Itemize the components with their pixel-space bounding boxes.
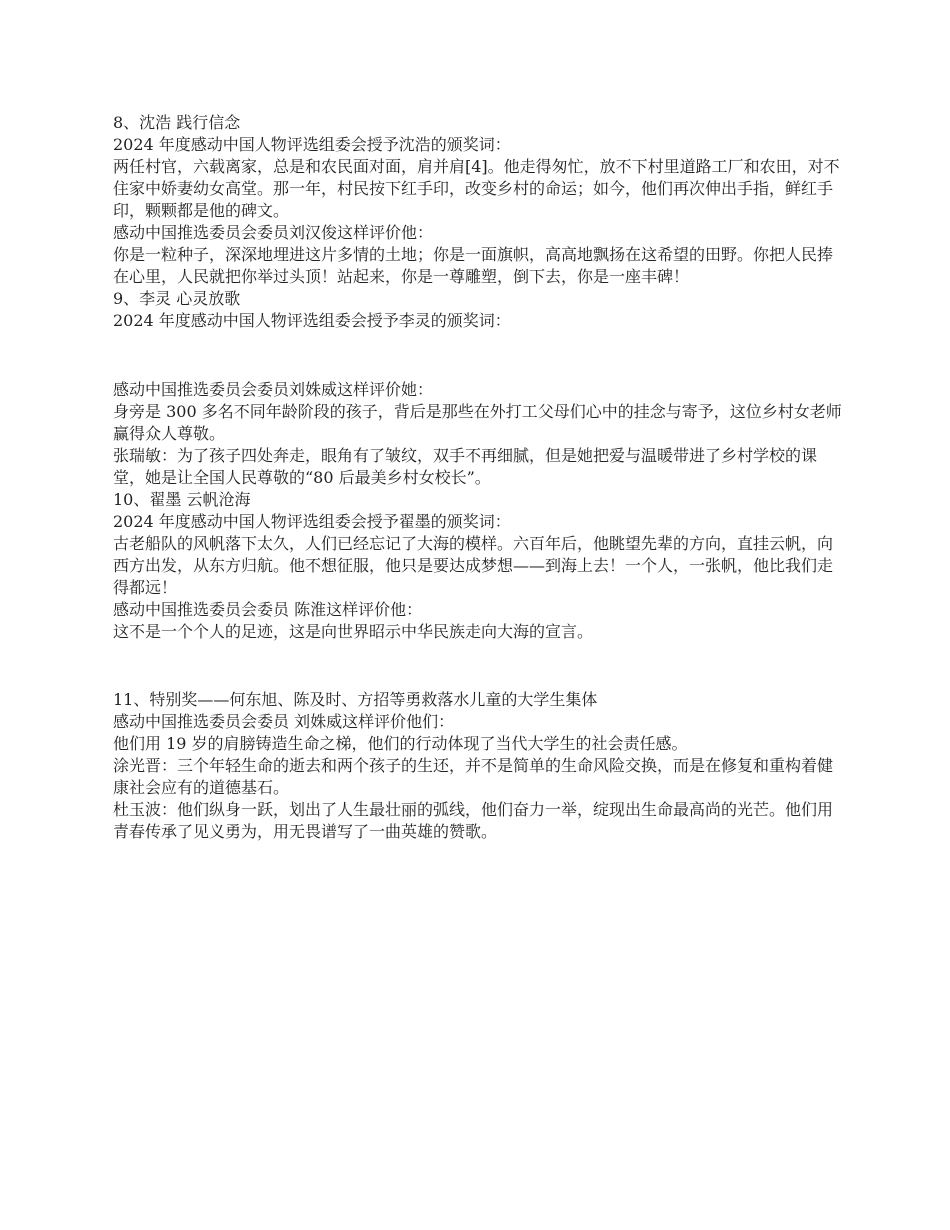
comment-intro-11: 感动中国推选委员会委员 刘姝威这样评价他们： [113,712,455,731]
section-heading-10: 10、翟墨 云帆沧海 [113,490,251,509]
comment-text-9: 身旁是 300 多名不同年龄阶段的孩子，背后是那些在外打工父母们心中的挂念与寄予，这位乡村女老师赢得众人尊敬。 [113,402,842,443]
comment-text-10: 这不是一个个人的足迹，这是向世界昭示中华民族走向大海的宣言。 [113,622,594,641]
blank-award-text-9 [113,332,843,379]
comment-text-11: 他们用 19 岁的肩膀铸造生命之梯，他们的行动体现了当代大学生的社会责任感。 [113,734,688,753]
award-text-10: 古老船队的风帆落下太久，人们已经忘记了大海的模样。六百年后，他眺望先辈的方向，直挂云帆，向西方出发，从东方归航。他不想征服，他只是要达成梦想——到海上去！一个人，一张帆，他比我们走得都远！ [113,534,834,597]
award-intro-9: 2024 年度感动中国人物评选组委会授予李灵的颁奖词： [113,311,511,330]
award-text-8: 两任村官，六载离家，总是和农民面对面，肩并肩[4]。他走得匆忙，放不下村里道路工厂和农田，对不住家中娇妻幼女高堂。那一年，村民按下红手印，改变乡村的命运；如今，他们再次伸出手指，鲜红手印，颗颗都是他的碑文。 [113,157,840,220]
section-heading-8: 8、沈浩 践行信念 [113,113,241,132]
comment-intro-10: 感动中国推选委员会委员 陈淮这样评价他： [113,600,423,619]
comment-intro-8: 感动中国推选委员会委员刘汉俊这样评价他： [113,223,434,242]
document-page [113,112,843,843]
award-intro-10: 2024 年度感动中国人物评选组委会授予翟墨的颁奖词： [113,512,511,531]
extra-text-9: 张瑞敏：为了孩子四处奔走，眼角有了皱纹，双手不再细腻，但是她把爱与温暖带进了乡村学校的课堂，她是让全国人民尊敬的“80 后最美乡村女校长”。 [113,446,818,487]
section-heading-11: 11、特别奖——何东旭、陈及时、方招等勇救落水儿童的大学生集体 [113,690,598,709]
blank-gap-10 [113,643,843,689]
section-heading-9: 9、李灵 心灵放歌 [113,289,241,308]
award-intro-8: 2024 年度感动中国人物评选组委会授予沈浩的颁奖词： [113,135,511,154]
extra-text-11: 涂光晋：三个年轻生命的逝去和两个孩子的生还，并不是简单的生命风险交换，而是在修复和重构着健康社会应有的道德基石。 [113,756,834,797]
comment-text-8: 你是一粒种子，深深地埋进这片多情的土地；你是一面旗帜，高高地飘扬在这希望的田野。你把人民捧在心里，人民就把你举过头顶！站起来，你是一尊雕塑，倒下去，你是一座丰碑！ [113,245,834,286]
extra-text-11-b: 杜玉波：他们纵身一跃，划出了人生最壮丽的弧线，他们奋力一举，绽现出生命最高尚的光芒。他们用青春传承了见义勇为，用无畏谱写了一曲英雄的赞歌。 [113,800,834,841]
comment-intro-9: 感动中国推选委员会委员刘姝威这样评价她： [113,380,434,399]
